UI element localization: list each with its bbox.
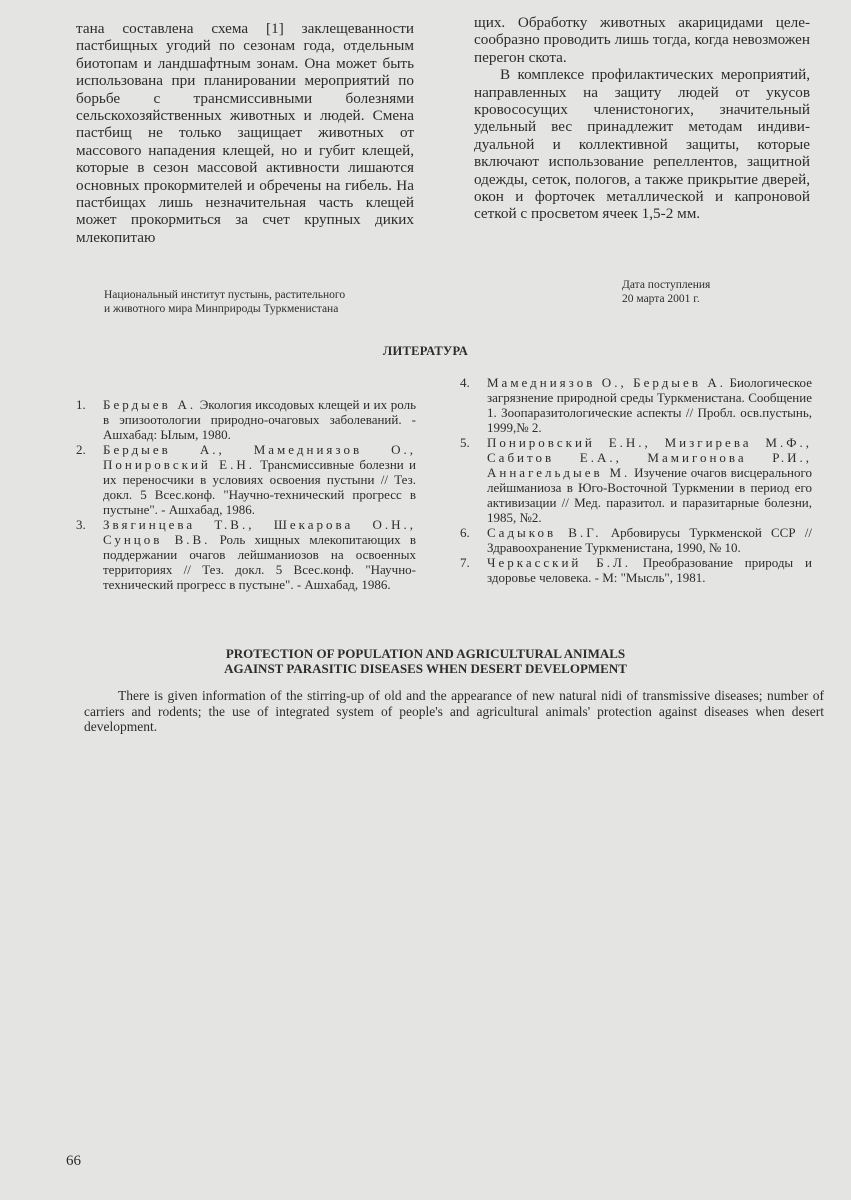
reference-item bbox=[76, 442, 416, 517]
reference-description: Роль хищных млекопитающих в поддержании очагов лейшманиозов на освоенных территориях // Тез. докл. 5 Всес.конф. "Научно-технический прогресс в пустыне". - Ашхабад, 1986. bbox=[103, 532, 416, 592]
references-right-column bbox=[460, 375, 812, 585]
reference-authors: Звягинцева Т.В., Шекарова О.Н., Сунцов В.В. bbox=[103, 517, 416, 547]
reference-item bbox=[460, 555, 812, 585]
left-column bbox=[76, 20, 414, 246]
reference-number: 6. bbox=[460, 525, 470, 540]
english-title bbox=[0, 646, 851, 676]
reference-authors: Мамедниязов О., Бердыев А. bbox=[487, 375, 727, 390]
reference-number: 3. bbox=[76, 517, 86, 532]
right-column-paragraph-2: В комплексе профилактических мероприятий, направленных на защиту людей от укусов кровососущих членистоногих, значительный удельный вес принадлежит методам индивидуальной и коллективной защиты, которые включают использование репеллентов, защитной одежды, сеток, пологов, а также прикрытие дверей, окон и форточек металлической и капроновой сеткой с просветом ячеек 1,5-2 мм. bbox=[474, 66, 810, 223]
reference-text bbox=[103, 442, 416, 517]
english-title-line-2: AGAINST PARASITIC DISEASES WHEN DESERT DEVELOPMENT bbox=[224, 661, 627, 676]
reference-item bbox=[76, 397, 416, 442]
reference-number: 4. bbox=[460, 375, 470, 390]
reference-authors: Пониpовский Е.Н., Мизгирева М.Ф., Сабитов Е.А., Мамигонова Р.И., Аннагельдыев М. bbox=[487, 435, 812, 480]
right-column bbox=[474, 14, 810, 223]
reference-item bbox=[76, 517, 416, 592]
references-left-column bbox=[76, 397, 416, 592]
reference-description: Изучение очагов висцерального лейшманиоза в Юго-Восточной Туркмении в период его активизации // Мед. паразитол. и паразитарные болезни, 1985, №2. bbox=[487, 465, 812, 525]
reference-item bbox=[460, 435, 812, 525]
reference-text bbox=[103, 517, 416, 592]
reference-authors: Черкасский Б.Л. bbox=[487, 555, 632, 570]
reference-authors: Садыков В.Г. bbox=[487, 525, 602, 540]
reference-description: Трансмиссивные болезни и их переносчики в условиях освоения пустыни // Тез. докл. 5 Всес.конф. "Научно-технический прогресс в пустыне". - Ашхабад, 1986. bbox=[103, 457, 416, 517]
page-number: 66 bbox=[66, 1153, 81, 1169]
literature-heading: ЛИТЕРАТУРА bbox=[382, 344, 469, 358]
affiliation-line-1: Национальный институт пустынь, растительного bbox=[104, 289, 346, 301]
reference-text bbox=[487, 435, 812, 525]
reference-authors: Бердыев А. bbox=[103, 397, 197, 412]
received-label: Дата поступления bbox=[622, 279, 711, 291]
reference-text bbox=[487, 525, 812, 555]
reference-item bbox=[460, 525, 812, 555]
english-title-line-1: PROTECTION OF POPULATION AND AGRICULTURAL ANIMALS bbox=[225, 646, 626, 661]
right-column-paragraph-1: щих. Обработку животных акарицидами целесообразно проводить лишь тогда, когда невозможен перегон скота. bbox=[474, 14, 810, 66]
reference-number: 2. bbox=[76, 442, 86, 457]
reference-description: Экология иксодовых клещей и их роль в эпизоотологии природно-очаговых заболеваний. - Ашхабад: Ылым, 1980. bbox=[103, 397, 416, 442]
reference-description: Арбовирусы Туркменской ССР // Здравоохранение Туркменистана, 1990, № 10. bbox=[487, 525, 812, 555]
reference-number: 5. bbox=[460, 435, 470, 450]
received-date bbox=[622, 278, 802, 306]
reference-authors: Бердыев А., Мамедниязов О., Пониpовский Е.Н. bbox=[103, 442, 416, 472]
reference-text bbox=[487, 375, 812, 435]
reference-number: 1. bbox=[76, 397, 86, 412]
english-abstract: There is given information of the stirring-up of old and the appearance of new natural nidi of transmissive diseases; number of carriers and rodents; the use of integrated system of people's and agricultural animals' protection against diseases when desert development. bbox=[84, 688, 824, 734]
reference-item bbox=[460, 375, 812, 435]
author-affiliation bbox=[104, 288, 404, 316]
reference-text bbox=[487, 555, 812, 585]
received-value: 20 марта 2001 г. bbox=[622, 293, 700, 305]
reference-description: Биологическое загрязнение природной среды Туркменистана. Сообщение 1. Зоопаразитологические аспекты // Пробл. осв.пустынь, 1999,№ 2. bbox=[487, 375, 812, 435]
left-column-paragraph: тана составлена схема [1] заклещеванности пастбищных угодий по сезонам года, отдельным биотопам и ландшафтным зонам. Она может быть использована при планировании мероприятий по борьбе с трансмиссивными болезнями сельскохозяйственных животных и людей. Смена пастбищ не только защищает животных от массового нападения клещей, но и губит клещей, которые в сезон массовой активности лишаются основных прокормителей и обречены на гибель. На пастбищах лишь незначительная часть клещей может прокормиться за счет крупных диких млекопитаю bbox=[76, 20, 414, 246]
reference-text bbox=[103, 397, 416, 442]
reference-number: 7. bbox=[460, 555, 470, 570]
affiliation-line-2: и животного мира Минприроды Туркменистана bbox=[104, 303, 339, 315]
reference-description: Преобразование природы и здоровье человека. - М: "Мысль", 1981. bbox=[487, 555, 812, 585]
